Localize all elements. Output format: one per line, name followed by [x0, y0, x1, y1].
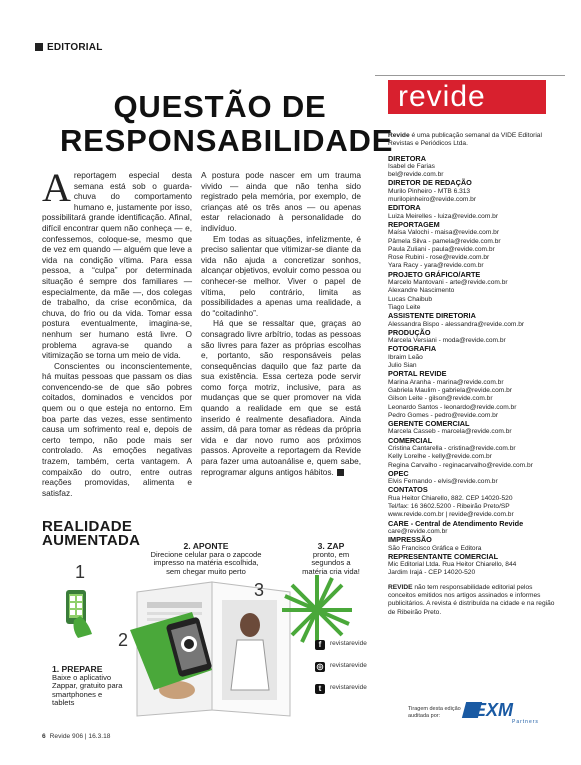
- masthead-line: Mic Editorial Ltda. Rua Heitor Chiarello, 844: [388, 561, 517, 569]
- masthead-line[interactable]: Gabriela Maulim - gabriela@revide.com.br: [388, 386, 512, 394]
- step-3-number: 3: [254, 580, 265, 600]
- masthead-heading: REPORTAGEM: [388, 219, 440, 229]
- masthead-heading: PORTAL REVIDE: [388, 369, 447, 379]
- intro: Revide é uma publicação semanal da VIDE Editorial Revistas e Periódicos Ltda.: [388, 132, 542, 148]
- exm-logo: EXM: [474, 700, 514, 720]
- masthead-line[interactable]: Kelly Lorelhe - kelly@revide.com.br: [388, 453, 492, 461]
- section-square-icon: [35, 43, 43, 51]
- masthead-line[interactable]: Elvis Fernando - elvis@revide.com.br: [388, 478, 498, 486]
- article-column-2: [201, 170, 361, 477]
- masthead-line: Rua Heitor Chiarello, 882. CEP 14020-520: [388, 494, 513, 502]
- footer: [42, 733, 110, 740]
- step-1-text: 1. PREPARE Baixe o aplicativo Zappar, gratuito para smartphones e tablets: [52, 664, 123, 708]
- masthead-heading: OPEC: [388, 468, 409, 478]
- masthead-line: Lucas Chaibub: [388, 295, 432, 303]
- facebook-icon: f: [315, 640, 325, 650]
- masthead-line[interactable]: Alessandra Bispo - alessandra@revide.com.br: [388, 320, 525, 328]
- article-column-1: [42, 165, 192, 498]
- masthead-line[interactable]: murilopinheiro@revide.com.br: [388, 196, 477, 204]
- instagram-icon: ◎: [316, 662, 324, 671]
- exm-sub: Partners: [512, 719, 539, 725]
- drop-cap: A: [42, 165, 71, 210]
- masthead-line[interactable]: www.revide.com.br | revide@revide.com.br: [388, 511, 514, 519]
- masthead-line: Julio Sian: [388, 362, 417, 370]
- step-2-number: 2: [118, 630, 129, 650]
- masthead-line: Ibraim Leão: [388, 353, 423, 361]
- section-tag: [35, 42, 103, 53]
- masthead-heading: DIRETORA: [388, 153, 426, 163]
- step-1-number: 1: [75, 562, 86, 582]
- masthead-heading: ASSISTENTE DIRETORIA: [388, 311, 476, 321]
- masthead-line[interactable]: Rose Rubini - rose@revide.com.br: [388, 254, 490, 262]
- social-facebook[interactable]: f revistarevide: [315, 640, 367, 650]
- burst-illustration: [282, 575, 352, 645]
- divider: [375, 75, 565, 76]
- masthead-line[interactable]: Marcela Versiani - moda@revide.com.br: [388, 337, 506, 345]
- step-2-text: 2. APONTE Direcione celular para o zapcode impresso na matéria escolhida, sem chegar muito perto: [150, 541, 262, 576]
- masthead-line[interactable]: Paula Zuliani - paula@revide.com.br: [388, 245, 495, 253]
- masthead-line[interactable]: Maísa Valochi - maisa@revide.com.br: [388, 229, 500, 237]
- masthead-line[interactable]: Regina Carvalho - reginacarvalho@revide.com.br: [388, 461, 533, 469]
- masthead-line: Murilo Pinheiro - MTB 6.313: [388, 187, 471, 195]
- masthead-heading: COMERCIAL: [388, 435, 433, 445]
- masthead-heading: IMPRESSÃO: [388, 535, 432, 545]
- page-number: 6: [42, 733, 46, 740]
- paragraph: Há que se ressaltar que, graças ao consagrado livre arbítrio, todas as pessoas são livres para fazer as próprias escolhas e, portanto, são responsáveis pelas consequências daquilo que faz parte da sua existência. Essa certeza pode servir como força motriz, inclusive, para as mudanças que se quer promover na vida quando a realidade em que se está inserido é realmente desafiadora. Ainda assim, dá para tomar as rédeas da própria vida e dar novo rumo aos próximos passos. Aproveite a reportagem da Revide para fazer uma autoanálise e, quem sabe, reprogramar alguns antigos hábitos.: [201, 318, 361, 477]
- social-twitter[interactable]: t revistarevide: [315, 684, 367, 694]
- paragraph: A postura pode nascer em um trauma vivido — ainda que não tenha sido registrado pela memória, por exemplo, de crianças até os três anos — ou apenas estar relacionado à personalidade do indivíduo.: [201, 170, 361, 233]
- social-instagram[interactable]: ◎ revistarevide: [316, 662, 367, 671]
- masthead-heading: EDITORA: [388, 203, 421, 213]
- paragraph: Conscientes ou inconscientemente, há muitas pessoas que passam os dias convencendo-se de que são pobres coitados, dominados e vencidos por quem ou o que esteja no entorno. Em boa parte das vezes, esse sentimento causa um sofrimento real e, depois de certo tempo, não pode mais ser controlado. As emoções negativas trazem, também, certa vantagem. A compaixão do outro, entre outras reações promovidas, alimenta e satisfaz.: [42, 360, 192, 498]
- masthead-line[interactable]: Leonardo Santos - leonardo@revide.com.br: [388, 403, 517, 411]
- masthead-line: Isabel de Farias: [388, 162, 435, 170]
- masthead-heading: CARE - Central de Atendimento Revide: [388, 518, 524, 528]
- phone-icon: [66, 590, 92, 638]
- masthead-line: Tel/fax: 16 3602.5200 - Ribeirão Preto/SP: [388, 503, 510, 511]
- masthead-heading: GERENTE COMERCIAL: [388, 419, 470, 429]
- twitter-icon: t: [315, 684, 325, 694]
- disclaimer: REVIDE não tem responsabilidade editorial pelos conceitos emitidos nos artigos assinados e informes publicitários. A revista é distribuída na cidade e na região de Ribeirão Preto.: [388, 583, 555, 616]
- masthead-heading: DIRETOR DE REDAÇÃO: [388, 178, 472, 188]
- paragraph: Areportagem especial desta semana está sob o guarda-chuva do comportamento humano e, justamente por isso, possibilitará grande identificação. Afinal, difícil encontrar quem não conheça — e, confessemos, coloque-se, mesmo que de vez em quando — alguém que leve a vida na condição vítima. Para essa pessoa, a “culpa” por determinada situação é sempre dos familiares — especialmente, da mãe —, dos colegas de trabalho, da crise econômica, da chuva, do frio ou da vida. Tomar essa postura eventualmente, imagina-se, nenhum ser humano está livre. O problema agrava-se quando a vitimização se torna um meio de vida.: [42, 165, 192, 361]
- masthead-heading: PROJETO GRÁFICO/ARTE: [388, 269, 481, 279]
- masthead-line[interactable]: Marcelo Mantovani - arte@revide.com.br: [388, 279, 508, 287]
- masthead-heading: PRODUÇÃO: [388, 327, 431, 337]
- step-3-text: 3. ZAP pronto, em segundos a matéria cria vida!: [302, 541, 360, 576]
- page-title: QUESTÃO DE RESPONSABILIDADE: [60, 89, 394, 158]
- masthead-line[interactable]: Gilson Leite - gilson@revide.com.br: [388, 395, 493, 403]
- masthead-line[interactable]: Marina Aranha - marina@revide.com.br: [388, 378, 504, 386]
- masthead-line[interactable]: bel@revide.com.br: [388, 171, 444, 179]
- masthead-line: São Francisco Gráfica e Editora: [388, 544, 482, 552]
- masthead: [388, 132, 558, 617]
- masthead-line: Tiago Leite: [388, 303, 421, 311]
- masthead-line[interactable]: Cristina Cantarella - cristina@revide.com.br: [388, 444, 516, 452]
- ar-title: REALIDADE AUMENTADA: [42, 518, 141, 549]
- masthead-heading: CONTATOS: [388, 485, 428, 495]
- masthead-line[interactable]: Pedro Gomes - pedro@revide.com.br: [388, 411, 499, 419]
- revide-logo: revide: [388, 80, 546, 114]
- masthead-line[interactable]: Marcela Casseb - marcela@revide.com.br: [388, 428, 512, 436]
- end-mark-icon: [337, 469, 344, 476]
- masthead-heading: REPRESENTANTE COMERCIAL: [388, 551, 499, 561]
- masthead-heading: FOTOGRAFIA: [388, 344, 437, 354]
- exm-badge: [408, 698, 558, 728]
- paragraph: Em todas as situações, infelizmente, é preciso salientar que vitimizar-se diante da vida não ajuda a concretizar sonhos, alcançar objetivos, evoluir como pessoa ou conhecer-se melhor. Viver o papel de vítima, pelo contrário, limita as possibilidades a apenas uma realidade, a do “coitadinho”.: [201, 233, 361, 318]
- masthead-line[interactable]: Luiza Meirelles - luiza@revide.com.br: [388, 212, 499, 220]
- issue-info: Revide 906 | 16.3.18: [49, 733, 111, 740]
- masthead-line: Jardim Irajá - CEP 14020-520: [388, 569, 476, 577]
- masthead-line[interactable]: care@revide.com.br: [388, 527, 448, 535]
- exm-text: Tiragem desta edição auditada por:: [408, 706, 461, 719]
- masthead-line: Alexandre Nascimento: [388, 287, 455, 295]
- section-label: EDITORIAL: [47, 42, 103, 53]
- masthead-line[interactable]: Pâmela Silva - pamela@revide.com.br: [388, 237, 501, 245]
- masthead-line[interactable]: Yara Racy - yara@revide.com.br: [388, 262, 484, 270]
- ar-infographic: [42, 520, 360, 725]
